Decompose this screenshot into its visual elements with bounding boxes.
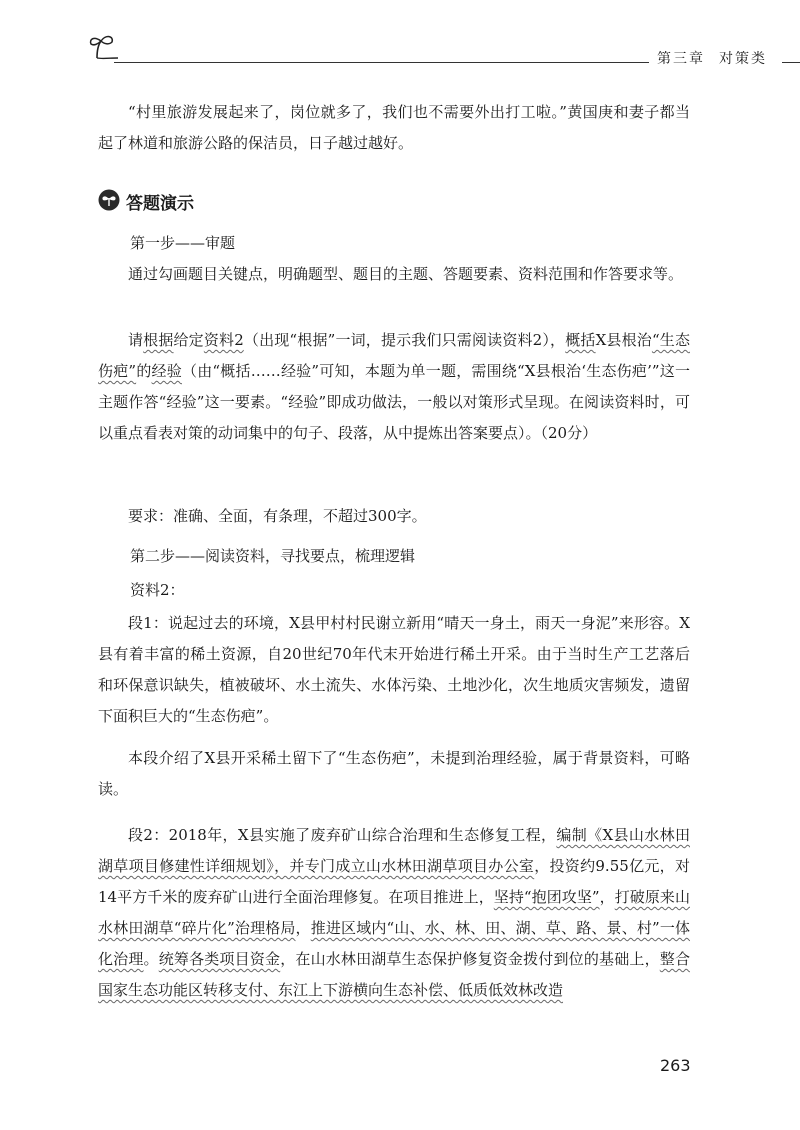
paragraph-text: ，在山水林田湖草生态保护修复资金拨付到位的基础上， (280, 950, 660, 968)
header-rule-left (114, 62, 649, 63)
paragraph-text: ， (295, 919, 311, 937)
paragraph-keyword: 整合国家生态功能区转移支付、东江上下游横向生态补偿、低质低效林改造 (98, 950, 690, 999)
intro-quote: “村里旅游发展起来了，岗位就多了，我们也不需要外出打工啦。”黄国庚和妻子都当起了林道和旅游公路的保洁员，日子越过越好。 (98, 103, 690, 152)
paragraph-keyword: 统筹各类项目资金 (158, 950, 281, 968)
header-rule-right (782, 62, 800, 63)
section-title: 答题演示 (126, 194, 194, 214)
analysis-text: （由“概括……经验”可知，本题为单一题，需围绕“X县根治‘生态伤疤’”这一主题作答“经验”这一要素。“经验”即成功做法，一般以对策形式呈现。在阅读资料时，可以重点看表对策的动词集中的句子、段落，从中提炼出答案要点）。（20分） (98, 362, 690, 442)
analysis-text: 请 (128, 331, 144, 349)
step2-title: 第二步——阅读资料，寻找要点，梳理逻辑 (130, 547, 416, 565)
analysis-keyword: 资料2 (203, 331, 244, 349)
material-paragraph-2 (98, 820, 690, 1006)
analysis-keyword: 概括 (565, 331, 596, 349)
paragraph-keyword: 坚持“抱团攻坚” (493, 888, 600, 906)
paragraph-keyword: 推进区域内“山、水、林、田、湖、草、路、景、村”一体化治理 (98, 919, 690, 968)
step1-analysis (98, 325, 690, 449)
page-number: 263 (660, 1056, 691, 1075)
material-label: 资料2： (130, 581, 185, 599)
sprout-logo-icon (88, 32, 122, 62)
analysis-text: X县根治 (595, 331, 652, 349)
analysis-text: 给定 (173, 331, 204, 349)
paragraph-text: 。 (143, 950, 159, 968)
paragraph-1-note: 本段介绍了X县开采稀土留下了“生态伤疤”，未提到治理经验，属于背景资料，可略读。 (98, 749, 690, 798)
step1-requirement: 要求：准确、全面，有条理，不超过300字。 (128, 507, 427, 525)
paragraph-text: ， (599, 888, 615, 906)
analysis-text: 的 (136, 362, 152, 380)
chapter-title: 对策类 (719, 51, 767, 67)
analysis-keyword: 根据 (143, 331, 174, 349)
chapter-number: 第三章 (657, 51, 705, 67)
analysis-keyword: “生态伤疤” (98, 331, 690, 380)
running-header (88, 28, 778, 68)
step1-description: 通过勾画题目关键点，明确题型、题目的主题、答题要素、资料范围和作答要求等。 (128, 265, 684, 283)
chapter-label (657, 48, 767, 68)
paragraph-text: ，投资约9.55亿元，对14平方千米的废弃矿山进行全面治理修复。在项目推进上， (98, 857, 690, 906)
section-badge-icon (98, 189, 120, 211)
step1-title: 第一步——审题 (130, 234, 236, 252)
analysis-text: （出现“根据”一词，提示我们只需阅读资料2）， (243, 331, 566, 349)
paragraph-keyword: 打破原来山水林田湖草“碎片化”治理格局 (98, 888, 690, 937)
paragraph-text: 段2：2018年，X县实施了废弃矿山综合治理和生态修复工程， (128, 826, 557, 844)
material-paragraph-1: 段1：说起过去的环境，X县甲村村民谢立新用“晴天一身土，雨天一身泥”来形容。X县有着丰富的稀土资源，自20世纪70年代末开始进行稀土开采。由于当时生产工艺落后和环保意识缺失，植被破坏、水土流失、水体污染、土地沙化，次生地质灾害频发，遗留下面积巨大的“生态伤疤”。 (98, 614, 690, 725)
paragraph-keyword: 编制《X县山水林田湖草项目修建性详细规划》，并专门成立山水林田湖草项目办公室 (98, 826, 690, 875)
analysis-keyword: 经验 (151, 362, 182, 380)
